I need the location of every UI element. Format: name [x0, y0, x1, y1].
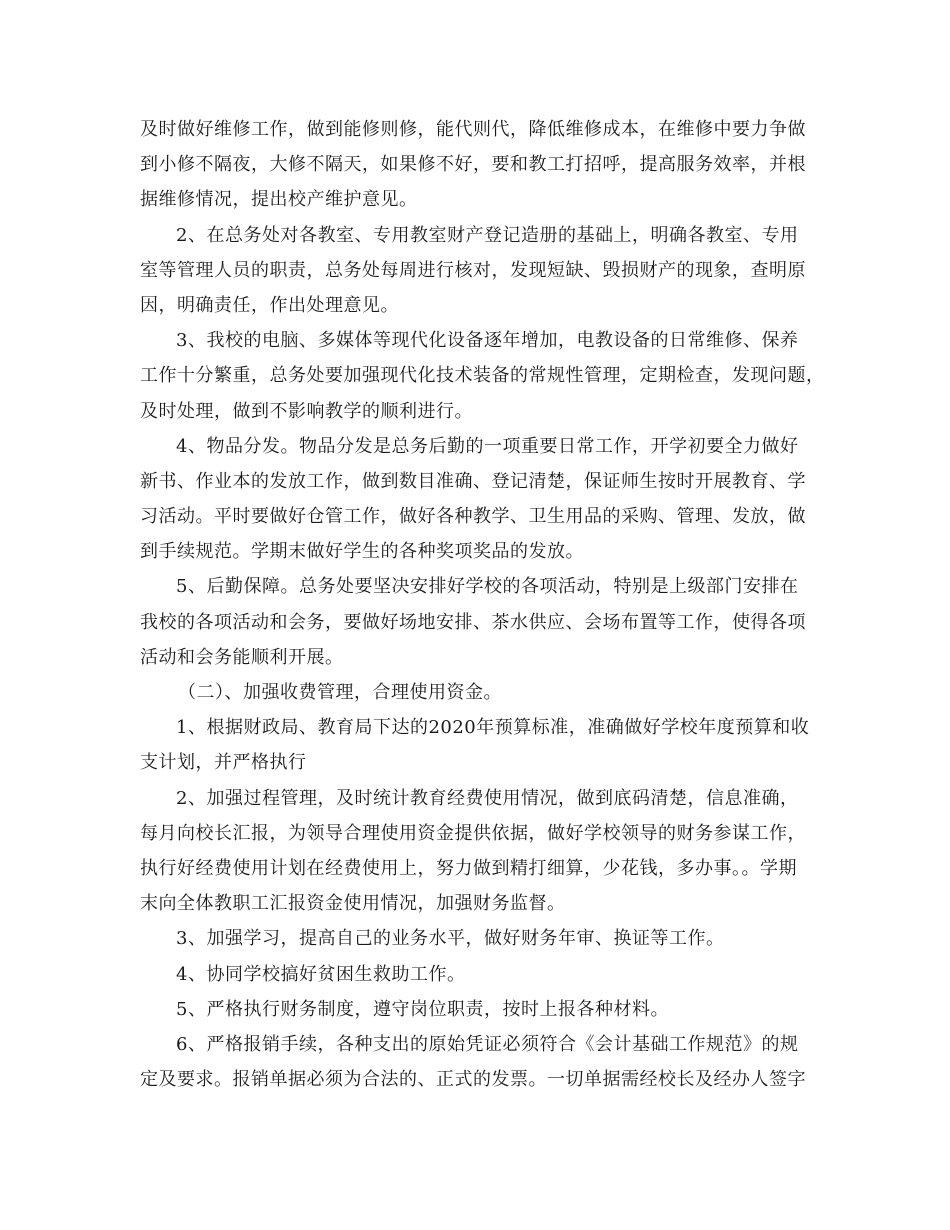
text-line: 到小修不隔夜，大修不隔天，如果修不好，要和教工打招呼，提高服务效率，并根: [140, 154, 806, 176]
text-line: 到手续规范。学期末做好学生的各种奖项奖品的发放。: [140, 541, 584, 563]
paragraph-1-start: 1、根据财政局、教育局下达的2020年预算标准，准确做好学校年度预算和收: [176, 717, 810, 739]
text-line: 及时处理，做到不影响教学的顺利进行。: [140, 400, 473, 422]
text-line: 支计划，并严格执行: [140, 752, 307, 774]
text-line: 末向全体教职工汇报资金使用情况，加强财务监督。: [140, 893, 566, 915]
section-heading: （二）、加强收费管理，合理使用资金。: [178, 682, 502, 703]
paragraph-2b-start: 2、加强过程管理，及时统计教育经费使用情况，做到底码清楚，信息准确，: [176, 787, 799, 809]
paragraph-2-start: 2、在总务处对各教室、专用教室财产登记造册的基础上，明确各教室、专用: [176, 224, 799, 246]
document-body: [140, 112, 825, 1097]
text-line: 新书、作业本的发放工作，做到数目准确、登记清楚，保证师生按时开展教育、学: [140, 470, 806, 492]
text-line: 我校的各项活动和会务，要做好场地安排、茶水供应、会场布置等工作，使得各项: [140, 611, 806, 633]
text-line: 定及要求。报销单据必须为合法的、正式的发票。一切单据需经校长及经办人签字: [140, 1069, 806, 1091]
text-line: 室等管理人员的职责，总务处每周进行核对，发现短缺、毁损财产的现象，查明原: [140, 259, 806, 281]
text-line: 每月向校长汇报，为领导合理使用资金提供依据，做好学校领导的财务参谋工作，: [140, 822, 806, 844]
paragraph-6b-start: 6、严格报销手续，各种支出的原始凭证必须符合《会计基础工作规范》的规: [176, 1033, 799, 1055]
text-line: 执行好经费使用计划在经费使用上，努力做到精打细算，少花钱，多办事。。学期: [140, 857, 797, 879]
text-line: 习活动。平时要做好仓管工作，做好各种教学、卫生用品的采购、管理、发放，做: [140, 506, 806, 528]
paragraph-4b: 4、协同学校搞好贫困生救助工作。: [176, 963, 466, 985]
text-line: 及时做好维修工作，做到能修则修，能代则代，降低维修成本，在维修中要力争做: [140, 119, 806, 140]
text-line: 活动和会务能顺利开展。: [140, 646, 344, 668]
paragraph-5-start: 5、后勤保障。总务处要坚决安排好学校的各项活动，特别是上级部门安排在: [176, 576, 799, 598]
text-line: 据维修情况，提出校产维护意见。: [140, 189, 418, 211]
paragraph-4-start: 4、物品分发。物品分发是总务后勤的一项重要日常工作，开学初要全力做好: [176, 435, 799, 457]
paragraph-5b: 5、严格执行财务制度，遵守岗位职责，按时上报各种材料。: [176, 998, 669, 1020]
text-line: 因，明确责任，作出处理意见。: [140, 294, 399, 316]
paragraph-3-start: 3、我校的电脑、多媒体等现代化设备逐年增加，电教设备的日常维修、保养: [176, 330, 799, 352]
text-line: 工作十分繁重，总务处要加强现代化技术装备的常规性管理，定期检查，发现问题，: [140, 365, 825, 387]
paragraph-3b: 3、加强学习，提高自己的业务水平，做好财务年审、换证等工作。: [176, 928, 725, 950]
